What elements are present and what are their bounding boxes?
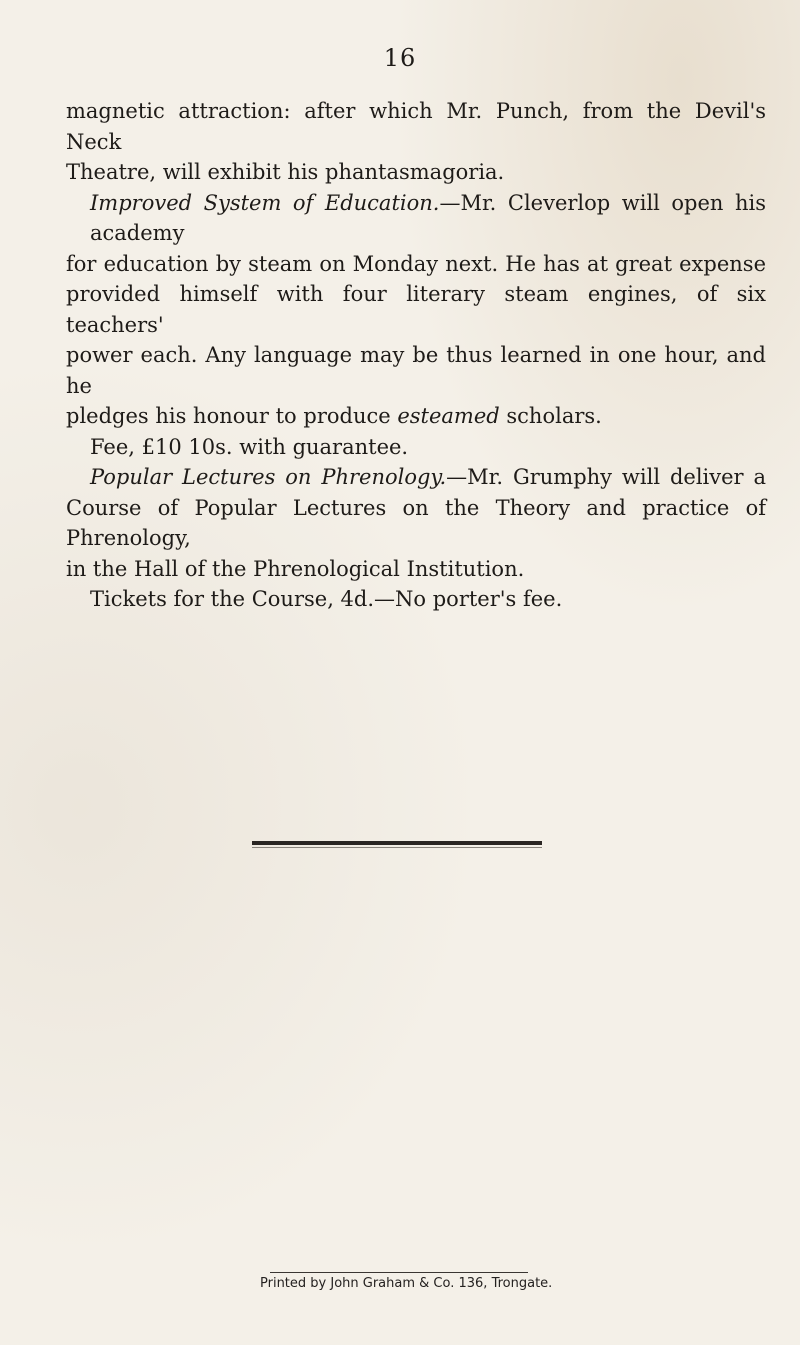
section-heading-phrenology: Popular Lectures on Phrenology. bbox=[90, 465, 447, 489]
section-heading-education: Improved System of Education. bbox=[90, 190, 440, 215]
section-heading-line bbox=[66, 462, 766, 493]
text-line: provided himself with four literary steam engines, of six teachers' bbox=[66, 282, 766, 337]
section-heading-line bbox=[66, 188, 766, 249]
section-divider bbox=[252, 841, 542, 845]
body-text bbox=[66, 96, 766, 615]
imprint-rule bbox=[270, 1272, 528, 1273]
tickets-line: Tickets for the Course, 4d.—No porter's fee. bbox=[90, 587, 563, 611]
text-line: power each. Any language may be thus learned in one hour, and he bbox=[66, 343, 766, 398]
text-line: magnetic attraction: after which Mr. Punch, from the Devil's Neck bbox=[66, 99, 766, 154]
text-fragment: scholars. bbox=[499, 404, 602, 428]
text-line: in the Hall of the Phrenological Institution. bbox=[66, 556, 525, 581]
emphasis-word: esteamed bbox=[397, 404, 500, 428]
text-fragment: pledges his honour to produce bbox=[66, 404, 398, 428]
page-number: 16 bbox=[383, 44, 417, 72]
text-fragment: —Mr. Grumphy will deliver a bbox=[446, 465, 766, 489]
text-fragment: —Mr. Cleverlop will open his academy bbox=[90, 190, 766, 245]
text-line bbox=[66, 401, 766, 432]
printer-imprint: Printed by John Graham & Co. 136, Trongate. bbox=[260, 1276, 553, 1291]
section-divider-thin bbox=[252, 847, 542, 848]
fee-line: Fee, £10 10s. with guarantee. bbox=[90, 434, 409, 459]
text-line: Theatre, will exhibit his phantasmagoria. bbox=[66, 160, 505, 184]
text-line: for education by steam on Monday next. He has at great expense bbox=[66, 251, 766, 276]
text-line: Course of Popular Lectures on the Theory and practice of Phrenology, bbox=[66, 495, 766, 550]
